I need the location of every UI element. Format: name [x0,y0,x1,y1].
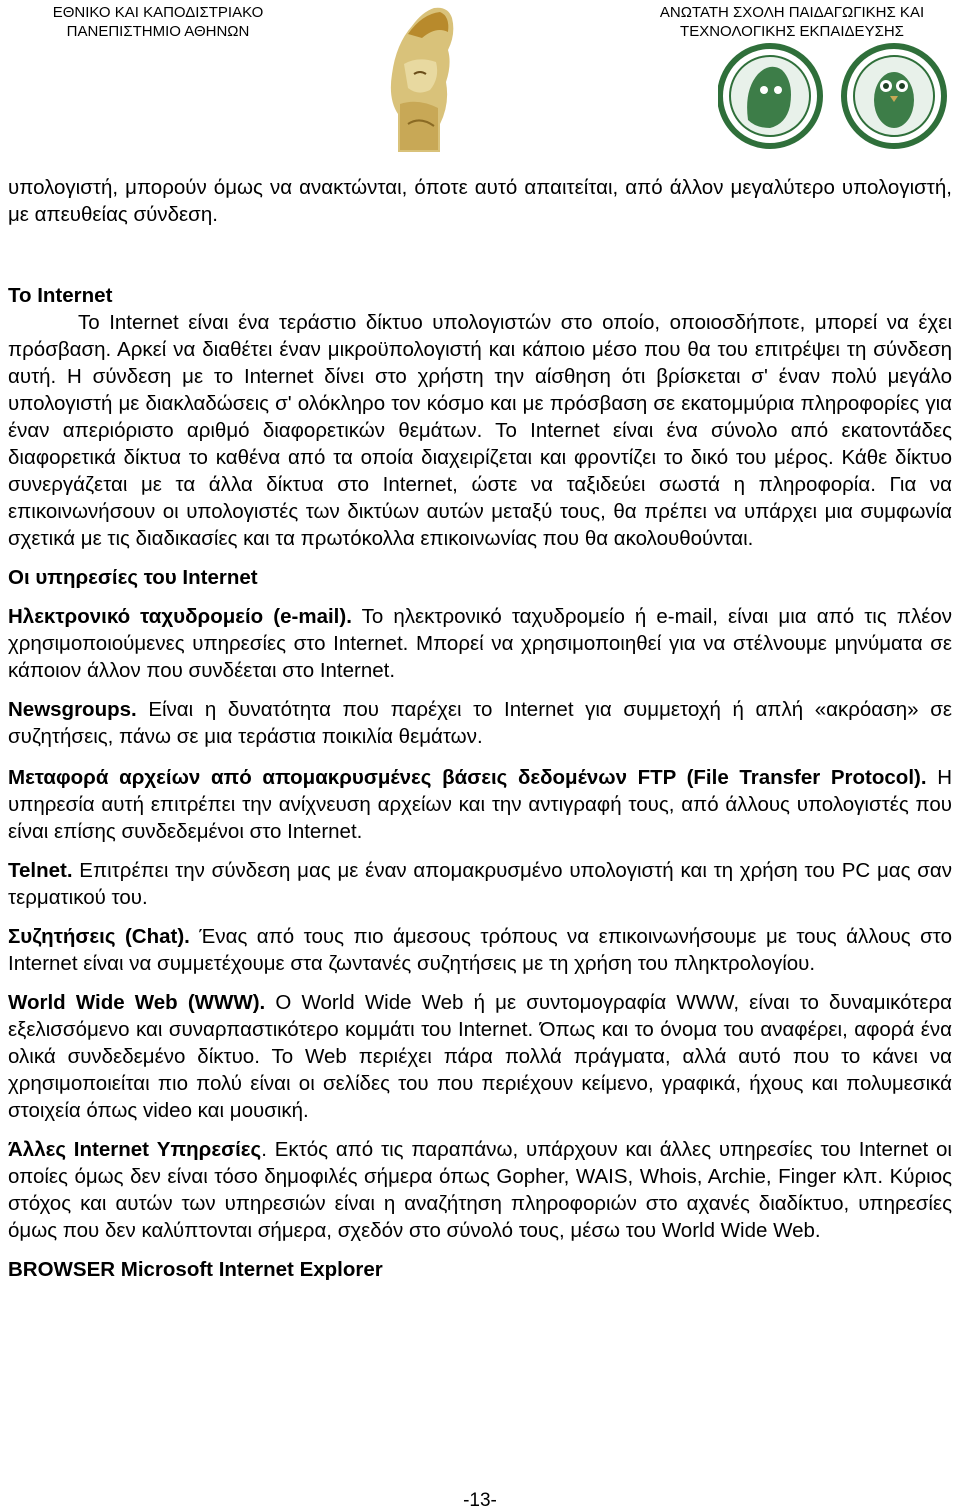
section-heading-internet: Το Internet [8,284,113,307]
service-description: Επιτρέπει την σύνδεση μας με έναν απομακρυσμένο υπολογιστή και τη χρήση του PC μας σαν τερματικού του. [8,859,952,909]
service-www [8,989,952,1124]
athena-helmet-logo-icon [378,4,460,154]
service-description: . Εκτός από τις παραπάνω, υπάρχουν και άλλες υπηρεσίες του Internet οι οποίες όμως δεν είναι τόσο δημοφιλές σήμερα όπως Gopher, WAIS, Whois, Archie, Finger κλπ. Κύριος στόχος και αυτών των υπηρεσιών είναι η αναζήτηση πληροφοριών στο αχανές διαδίκτυο, υπηρεσίες όμως που δεν καλύπτονται σήμερα, σχεδόν στο σύνολό τους, μέσω του World Wide Web. [8,1138,952,1242]
internet-paragraph: Το Internet είναι ένα τεράστιο δίκτυο υπολογιστών στο οποίο, οποιοσδήποτε, μπορεί να έχει πρόσβαση. Αρκεί να διαθέτει έναν μικροϋπολογιστή και κάποιο μέσο που θα του επιτρέψει τη σύνδεση αυτή. Η σύνδεση με το Internet δίνει στο χρήστη την αίσθηση ότι βρίσκεται σ' έναν πολύ μεγάλο υπολογιστή με διακλαδώσεις σ' ολόκληρο τον κόσμο και με πρόσβαση σε εκατομμύρια πληροφορίες για έναν απεριόριστο αριθμό διαφορετικών θεμάτων. Το Internet είναι ένα σύνολο από εκατοντάδες διαφορετικά δίκτυα το καθένα από τα οποία διαχειρίζεται και φροντίζει το δικό του μέρος. Κάθε δίκτυο συνεργάζεται με τα άλλα δίκτυα στο Internet, ώστε να ταξιδεύει σωστά η πληροφορία. Για να επικοινωνήσουν οι υπολογιστές των δικτύων αυτών μεταξύ τους, θα πρέπει να υπάρχει μια συμφωνία σχετικά με τις διαδικασίες και τα πρωτόκολλα επικοινωνίας που θα ακολουθούνται. [8,311,952,550]
intro-paragraph: υπολογιστή, μπορούν όμως να ανακτώνται, όποτε αυτό απαιτείται, από άλλον μεγαλύτερο υπολογιστή, με απευθείας σύνδεση. [8,176,952,226]
service-description: Το ηλεκτρονικό ταχυδρομείο ή e-mail, είναι μια από τις πλέον χρησιμοποιούμενες υπηρεσίες στο Internet. Μπορεί να χρησιμοποιηθεί για να στέλνουμε μηνύματα σε κάποιον άλλον που συνδέεται στο Internet. [8,605,952,682]
section-heading-services: Οι υπηρεσίες του Internet [8,566,258,589]
service-description: Είναι η δυνατότητα που παρέχει το Internet για συμμετοχή ή απλή «ακρόαση» σε συζητήσεις, πάνω σε μια τεράστια ποικιλία θεμάτων. [8,698,952,748]
service-telnet [8,857,952,911]
service-term: Telnet. [8,859,73,882]
document-body [8,174,952,1283]
service-term: Ηλεκτρονικό ταχυδρομείο (e-mail). [8,605,352,628]
service-description: Η υπηρεσία αυτή επιτρέπει την ανίχνευση αρχείων και την αντιγραφή τους, από άλλους υπολογιστές που είναι επίσης συνδεδεμένοι στο Internet. [8,766,952,843]
owl-seal-logo-icon [718,40,950,152]
service-other [8,1136,952,1244]
page-header [0,0,960,160]
school-name-line2: ΤΕΧΝΟΛΟΓΙΚΗΣ ΕΚΠΑΙΔΕΥΣΗΣ [680,23,904,40]
service-term: Άλλες Internet Υπηρεσίες [8,1138,262,1161]
service-term: Newsgroups. [8,698,137,721]
page-number: -13- [463,1490,497,1511]
service-term: Συζητήσεις (Chat). [8,925,190,948]
university-name [8,3,308,41]
university-name-line2: ΠΑΝΕΠΙΣΤΗΜΙΟ ΑΘΗΝΩΝ [66,23,250,40]
service-ftp [8,764,952,845]
service-newsgroups [8,696,952,750]
university-name-line1: ΕΘΝΙΚΟ ΚΑΙ ΚΑΠΟΔΙΣΤΡΙΑΚΟ [52,4,264,21]
service-chat [8,923,952,977]
service-term: World Wide Web (WWW). [8,991,266,1014]
service-term: Μεταφορά αρχείων από απομακρυσμένες βάσεις δεδομένων FTP (File Transfer Protocol). [8,766,927,789]
service-description: O World Wide Web ή με συντομογραφία WWW, είναι το δυναμικότερα εξελισσόμενο και συναρπαστικότερο κομμάτι του Internet. Όπως και το όνομα του αναφέρει, αφορά ένα ολικά συνδεδεμένο δίκτυο. Το Web περιέχει πάρα πολλά πράγματα, αλλά αυτό που το κάνει να χρησιμοποιείται πιο πολύ είναι οι σελίδες του που περιέχουν κείμενο, γραφικά, ήχους και πολυμεσικά στοιχεία όπως video και μουσική. [8,991,952,1122]
service-email [8,603,952,684]
school-name-line1: ΑΝΩΤΑΤΗ ΣΧΟΛΗ ΠΑΙΔΑΓΩΓΙΚΗΣ ΚΑΙ [659,4,925,21]
browser-heading: BROWSER Microsoft Internet Explorer [8,1258,383,1281]
service-description: Ένας από τους πιο άμεσους τρόπους να επικοινωνήσουμε με τους άλλους στο Internet είναι να συμμετέχουμε στα ζωντανές συζητήσεις με τη χρήση του πληκτρολογίου. [8,925,952,975]
school-name [632,3,952,41]
